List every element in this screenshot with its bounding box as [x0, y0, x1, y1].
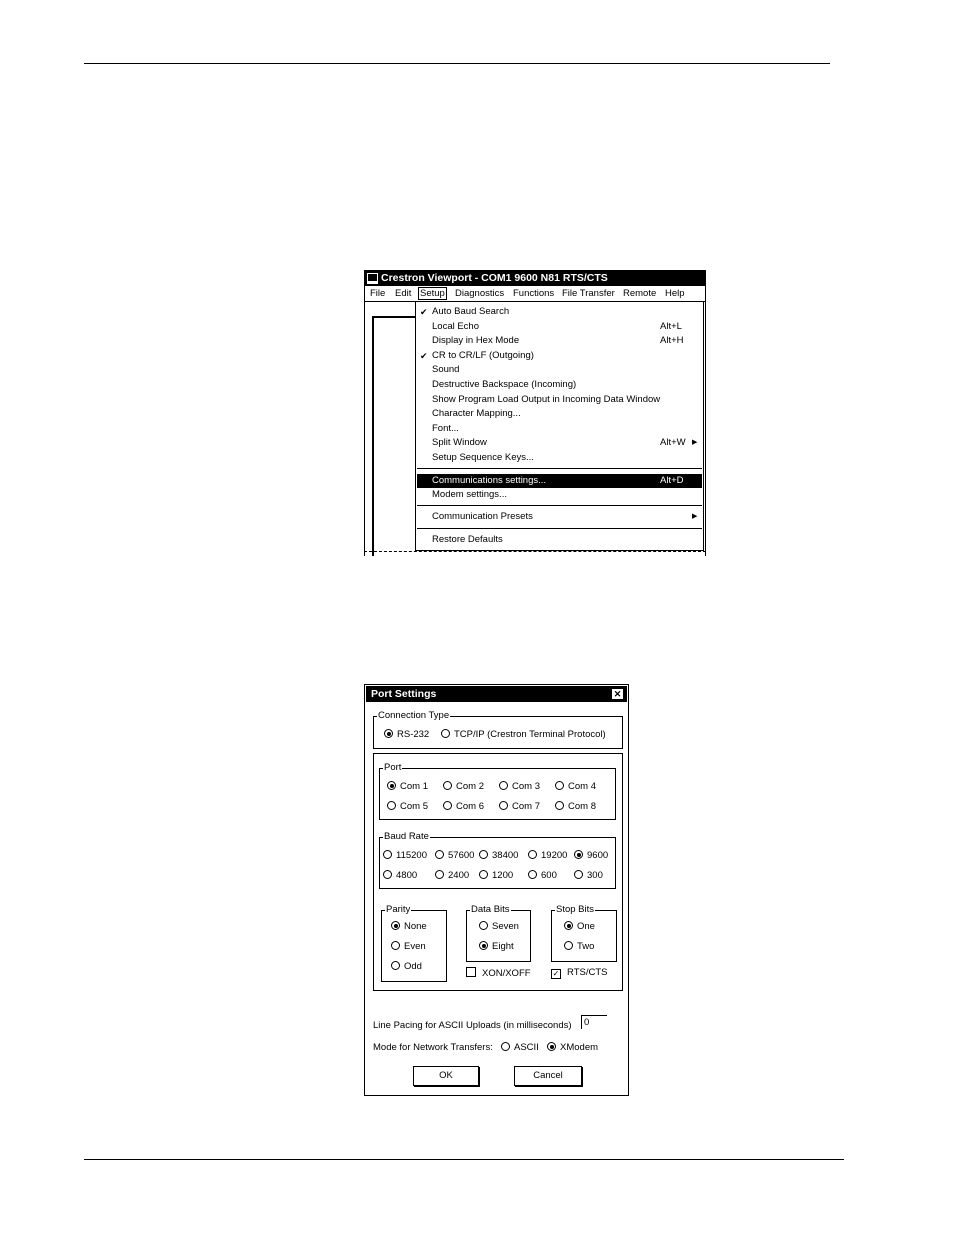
checkbox-label: RTS/CTS	[567, 967, 608, 978]
radio-selected-icon	[387, 781, 396, 790]
radio-stop-bits-one[interactable]	[564, 921, 595, 933]
menu-bar	[364, 286, 706, 301]
radio-label: ASCII	[514, 1042, 539, 1053]
menu-diagnostics[interactable]: Diagnostics	[455, 288, 505, 299]
checkmark-icon: ✔	[420, 351, 428, 361]
radio-icon	[479, 850, 488, 859]
radio-com8[interactable]	[555, 801, 596, 813]
radio-baud-115200[interactable]	[383, 850, 427, 862]
line-pacing-input[interactable]: 0	[581, 1015, 607, 1029]
radio-baud-38400[interactable]	[479, 850, 518, 862]
menu-item-shortcut: Alt+W	[660, 437, 686, 448]
menu-item-cr-to-crlf[interactable]	[417, 349, 702, 363]
group-label: Port	[384, 762, 402, 773]
network-mode-label: Mode for Network Transfers:	[373, 1042, 493, 1053]
checkbox-xon-xoff[interactable]	[466, 967, 531, 980]
radio-icon	[574, 870, 583, 879]
radio-label: 38400	[492, 850, 519, 861]
radio-rs232[interactable]	[384, 729, 429, 741]
radio-mode-ascii[interactable]	[501, 1042, 539, 1054]
radio-com3[interactable]	[499, 781, 540, 793]
page-top-rule	[84, 63, 830, 64]
radio-com1[interactable]	[387, 781, 428, 793]
radio-label: Com 5	[400, 801, 428, 812]
radio-icon	[435, 870, 444, 879]
radio-parity-even[interactable]	[391, 941, 426, 953]
radio-label: 57600	[448, 850, 475, 861]
menu-help[interactable]: Help	[665, 288, 685, 299]
radio-label: Com 8	[568, 801, 596, 812]
menu-item-character-mapping[interactable]	[417, 407, 702, 421]
menu-remote[interactable]: Remote	[623, 288, 657, 299]
close-icon[interactable]: ✕	[611, 688, 624, 700]
group-label: Data Bits	[471, 904, 510, 915]
menu-item-label: Setup Sequence Keys...	[432, 452, 534, 463]
group-label: Connection Type	[378, 710, 450, 721]
radio-label: Com 4	[568, 781, 596, 792]
menu-functions[interactable]: Functions	[513, 288, 555, 299]
submenu-arrow-icon: ▶	[692, 513, 698, 520]
dialog-title-bar	[366, 686, 627, 702]
menu-item-auto-baud-search[interactable]	[417, 305, 702, 319]
radio-parity-odd[interactable]	[391, 961, 422, 973]
radio-label: Odd	[404, 961, 422, 972]
radio-label: 4800	[396, 870, 418, 881]
rs232-settings-panel	[373, 753, 623, 991]
setup-dropdown-menu	[415, 301, 704, 551]
menu-file-transfer[interactable]: File Transfer	[562, 288, 615, 299]
radio-icon	[479, 870, 488, 879]
menu-item-label: Local Echo	[432, 321, 480, 332]
menu-item-split-window[interactable]	[417, 436, 702, 450]
radio-label: Com 7	[512, 801, 540, 812]
radio-selected-icon	[479, 941, 488, 950]
baud-rate-group	[379, 831, 616, 889]
connection-type-group	[373, 710, 623, 749]
submenu-arrow-icon: ▶	[692, 439, 698, 446]
radio-baud-57600[interactable]	[435, 850, 474, 862]
radio-com4[interactable]	[555, 781, 596, 793]
menu-item-setup-sequence-keys[interactable]	[417, 451, 702, 465]
radio-baud-9600[interactable]	[574, 850, 608, 862]
menu-separator	[417, 468, 702, 469]
menu-item-shortcut: Alt+D	[660, 475, 684, 486]
radio-tcpip[interactable]	[441, 729, 606, 741]
radio-icon	[441, 729, 450, 738]
checkmark-icon: ✔	[420, 307, 428, 317]
radio-label: RS-232	[397, 729, 430, 740]
radio-baud-2400[interactable]	[435, 870, 469, 882]
radio-com7[interactable]	[499, 801, 540, 813]
ok-button[interactable]: OK	[413, 1066, 479, 1086]
radio-label: 300	[587, 870, 603, 881]
radio-label: Seven	[492, 921, 519, 932]
menu-item-label: CR to CR/LF (Outgoing)	[432, 350, 534, 361]
menu-item-destructive-backspace[interactable]	[417, 378, 702, 392]
group-label: Baud Rate	[384, 831, 429, 842]
radio-com2[interactable]	[443, 781, 484, 793]
menu-item-show-program-load[interactable]	[417, 393, 702, 407]
radio-icon	[443, 781, 452, 790]
group-label: Stop Bits	[556, 904, 595, 915]
radio-data-bits-eight[interactable]	[479, 941, 514, 953]
page-bottom-rule	[84, 1159, 844, 1160]
menu-separator	[417, 528, 702, 529]
cancel-button[interactable]: Cancel	[514, 1066, 582, 1086]
menu-item-label: Modem settings...	[432, 489, 507, 500]
menu-separator	[417, 505, 702, 506]
radio-label: Com 1	[400, 781, 428, 792]
port-settings-dialog	[364, 684, 629, 1096]
radio-label: Com 3	[512, 781, 540, 792]
menu-setup[interactable]: Setup	[420, 288, 445, 299]
menu-item-label: Split Window	[432, 437, 487, 448]
menu-item-shortcut: Alt+H	[660, 335, 684, 346]
radio-label: TCP/IP (Crestron Terminal Protocol)	[454, 729, 606, 740]
viewport-title: Crestron Viewport - COM1 9600 N81 RTS/CTS	[381, 272, 608, 284]
radio-label: None	[404, 921, 427, 932]
radio-selected-icon	[547, 1042, 556, 1051]
radio-icon	[501, 1042, 510, 1051]
radio-baud-300[interactable]	[574, 870, 603, 882]
radio-icon	[387, 801, 396, 810]
group-label: Parity	[386, 904, 411, 915]
radio-label: Even	[404, 941, 426, 952]
dialog-title: Port Settings	[371, 688, 437, 700]
menu-item-display-hex[interactable]	[417, 334, 702, 348]
menu-item-modem-settings[interactable]	[417, 488, 702, 502]
radio-label: Com 6	[456, 801, 484, 812]
radio-label: Two	[577, 941, 595, 952]
menu-item-label: Auto Baud Search	[432, 306, 510, 317]
radio-label: 19200	[541, 850, 568, 861]
menu-item-label: Restore Defaults	[432, 534, 503, 545]
radio-label: Eight	[492, 941, 514, 952]
radio-baud-600[interactable]	[528, 870, 557, 882]
radio-icon	[479, 921, 488, 930]
menu-item-communication-presets[interactable]	[417, 510, 702, 524]
radio-icon	[383, 850, 392, 859]
radio-icon	[383, 870, 392, 879]
radio-label: One	[577, 921, 595, 932]
menu-item-restore-defaults[interactable]	[417, 533, 702, 547]
menu-edit[interactable]: Edit	[395, 288, 412, 299]
radio-mode-xmodem[interactable]	[547, 1042, 598, 1054]
radio-icon	[555, 801, 564, 810]
menu-item-label: Display in Hex Mode	[432, 335, 520, 346]
menu-file[interactable]: File	[370, 288, 386, 299]
radio-parity-none[interactable]	[391, 921, 427, 933]
radio-icon	[391, 941, 400, 950]
radio-label: 1200	[492, 870, 514, 881]
radio-icon	[499, 781, 508, 790]
menu-item-label: Communication Presets	[432, 511, 533, 522]
checkbox-rts-cts[interactable]	[551, 967, 607, 979]
radio-selected-icon	[574, 850, 583, 859]
radio-icon	[555, 781, 564, 790]
menu-item-label: Destructive Backspace (Incoming)	[432, 379, 577, 390]
menu-item-label: Sound	[432, 364, 460, 375]
radio-icon	[528, 870, 537, 879]
checkmark-icon: ✓	[552, 969, 560, 978]
checkbox-label: XON/XOFF	[482, 968, 531, 979]
menu-item-label: Show Program Load Output in Incoming Data Window	[432, 394, 661, 405]
menu-item-local-echo[interactable]	[417, 320, 702, 334]
port-group	[379, 762, 616, 820]
radio-icon	[564, 941, 573, 950]
radio-icon	[443, 801, 452, 810]
radio-label: XModem	[560, 1042, 599, 1053]
radio-icon	[528, 850, 537, 859]
radio-label: 600	[541, 870, 557, 881]
menu-item-sound[interactable]	[417, 363, 702, 377]
radio-selected-icon	[391, 921, 400, 930]
radio-com5[interactable]	[387, 801, 428, 813]
parity-group	[381, 904, 447, 982]
menu-item-label: Font...	[432, 423, 459, 434]
radio-icon	[435, 850, 444, 859]
menu-item-communications-settings[interactable]	[417, 474, 702, 488]
radio-baud-19200[interactable]	[528, 850, 567, 862]
menu-item-label: Communications settings...	[432, 475, 547, 486]
viewport-title-bar	[364, 270, 706, 286]
menu-item-shortcut: Alt+L	[660, 321, 682, 332]
menu-item-label: Character Mapping...	[432, 408, 521, 419]
line-pacing-label: Line Pacing for ASCII Uploads (in milliseconds)	[373, 1020, 572, 1031]
menu-item-font[interactable]	[417, 422, 702, 436]
radio-label: 115200	[396, 850, 427, 861]
stop-bits-group	[551, 904, 617, 962]
radio-data-bits-seven[interactable]	[479, 921, 519, 933]
radio-icon	[499, 801, 508, 810]
radio-label: 9600	[587, 850, 609, 861]
radio-icon	[391, 961, 400, 970]
radio-baud-1200[interactable]	[479, 870, 513, 882]
radio-selected-icon	[384, 729, 393, 738]
monitor-icon	[367, 273, 378, 282]
crop-edge	[364, 551, 706, 552]
radio-com6[interactable]	[443, 801, 484, 813]
radio-baud-4800[interactable]	[383, 870, 417, 882]
radio-stop-bits-two[interactable]	[564, 941, 594, 953]
radio-selected-icon	[564, 921, 573, 930]
radio-label: Com 2	[456, 781, 484, 792]
data-bits-group	[466, 904, 531, 962]
checkbox-icon	[466, 967, 476, 977]
radio-label: 2400	[448, 870, 470, 881]
